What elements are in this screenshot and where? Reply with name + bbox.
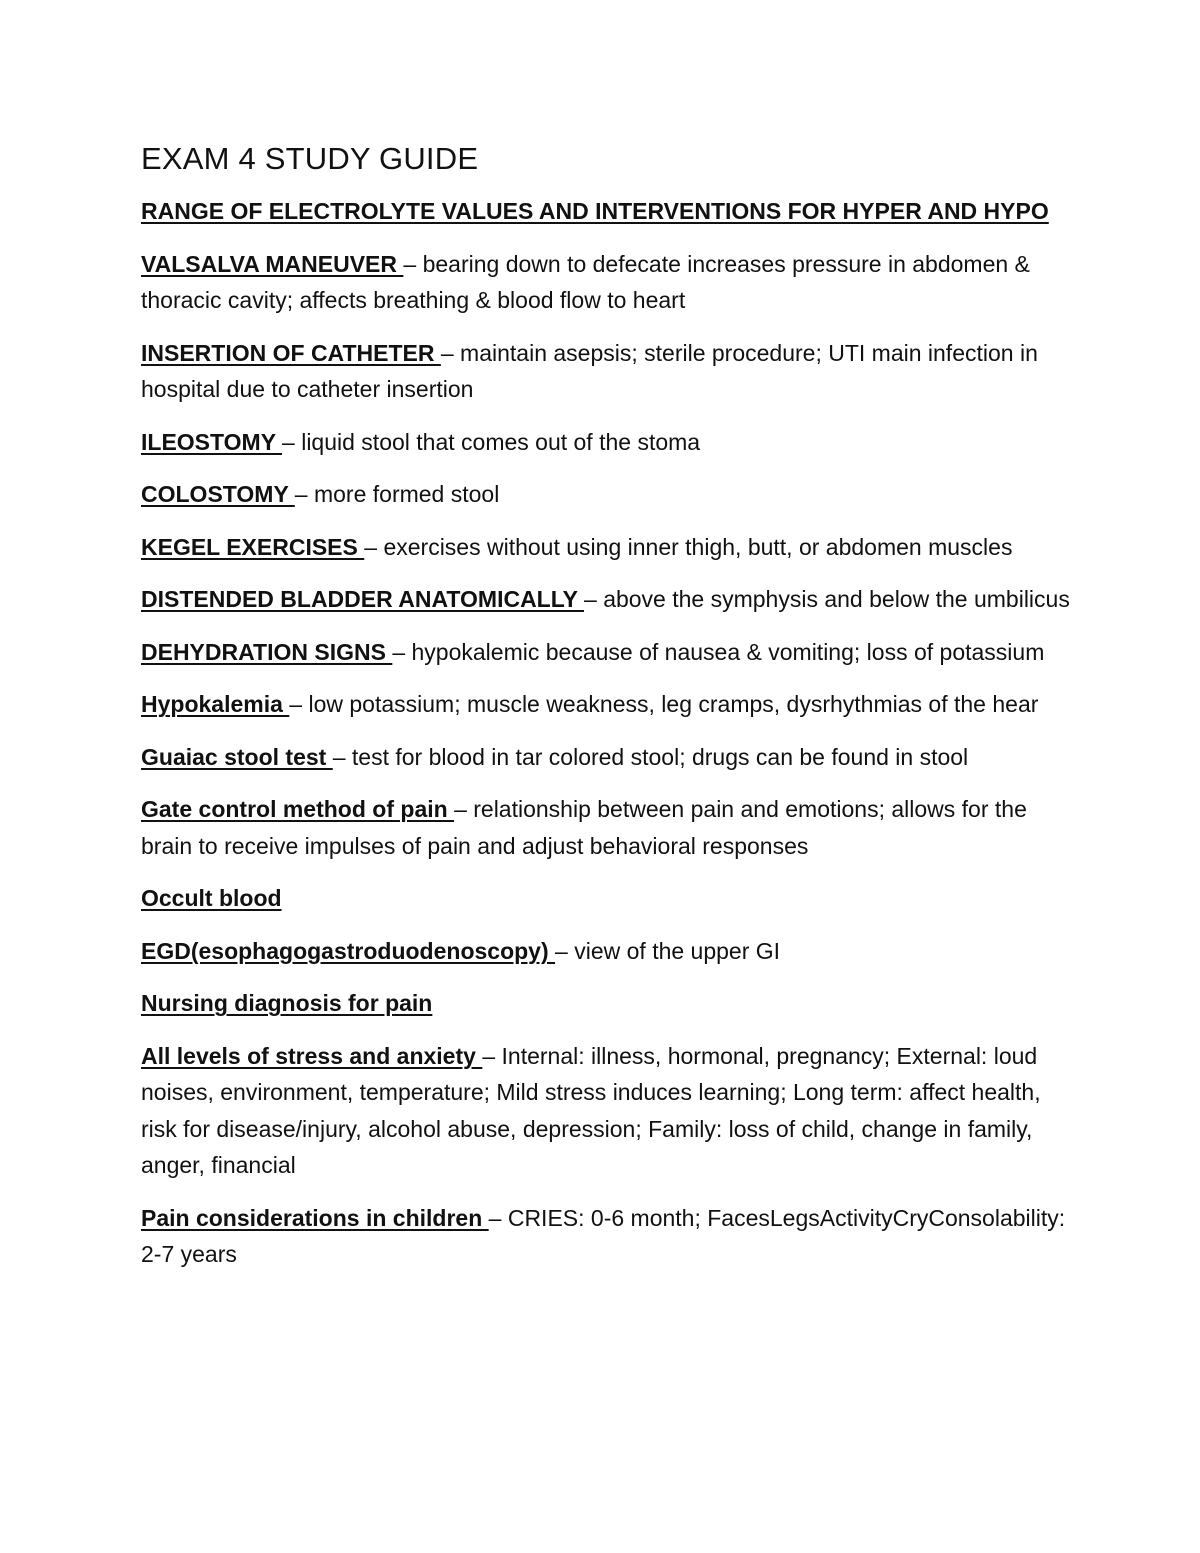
entry-term: Hypokalemia [141,691,290,718]
entry-term: EGD(esophagogastroduodenoscopy) [141,937,556,964]
entry-hypokalemia [141,686,1071,723]
entry-term: Occult blood [141,885,282,912]
entry-text: Internal: illness, hormonal, pregnancy; External: loud noises, environment, temperature; Mild stress induces learning; Long term: affect health, risk for disease/injury, alcohol abuse, depression; Family: loss of child, change in family, anger, financial [141,1042,1041,1179]
entry-text: low potassium; muscle weakness, leg cramps, dysrhythmias of the hear [308,691,1039,718]
entry-separator: – [332,743,352,770]
entry-term: RANGE OF ELECTROLYTE VALUES AND INTERVENTIONS FOR HYPER AND HYPO [141,198,1049,225]
entry-term: Guaiac stool test [141,743,333,770]
entry-separator: – [294,481,314,508]
entry-separator: – [282,428,302,455]
entry-term: VALSALVA MANEUVER [141,250,404,277]
entry-pain-children [141,1200,1071,1273]
entry-term: Pain considerations in children [141,1204,489,1231]
entry-separator: – [403,250,423,277]
entry-gate-control-method [141,791,1071,864]
entry-separator: – [454,796,474,823]
document-title: EXAM 4 STUDY GUIDE [141,141,479,176]
entry-distended-bladder [141,581,1071,618]
entry-term: INSERTION OF CATHETER [141,339,441,366]
entry-text: relationship between pain and emotions; allows for the brain to receive impulses of pain and adjust behavioral responses [141,796,1027,859]
entry-separator: – [392,638,412,665]
entry-stress-and-anxiety [141,1038,1071,1184]
entry-text: maintain asepsis; sterile procedure; UTI main infection in hospital due to catheter insertion [141,339,1038,403]
entry-occult-blood [141,880,1071,917]
entry-dehydration-signs [141,634,1071,671]
entry-separator: – [488,1204,508,1231]
entry-insertion-of-catheter [141,335,1071,408]
entry-separator: – [555,937,575,964]
entry-term: KEGEL EXERCISES [141,533,365,560]
entry-guaiac-stool-test [141,739,1071,776]
entry-text: exercises without using inner thigh, butt, or abdomen muscles [383,533,1013,560]
entry-separator: – [482,1042,502,1069]
entry-valsalva-maneuver [141,246,1071,319]
entry-electrolyte-values [141,193,1071,230]
entry-text: bearing down to defecate increases pressure in abdomen & thoracic cavity; affects breathing & blood flow to heart [141,250,1030,314]
entry-colostomy [141,476,1071,513]
entry-nursing-diagnosis-pain [141,985,1071,1022]
entry-term: All levels of stress and anxiety [141,1042,483,1069]
entry-term: Gate control method of pain [141,796,455,823]
entry-egd [141,933,1071,970]
entry-text: above the symphysis and below the umbilicus [603,586,1070,613]
entry-text: test for blood in tar colored stool; drugs can be found in stool [351,743,969,770]
entry-term: Nursing diagnosis for pain [141,990,433,1017]
entry-ileostomy [141,424,1071,461]
entry-separator: – [440,339,461,366]
entry-term: DEHYDRATION SIGNS [141,638,393,665]
entry-text: more formed stool [313,481,500,508]
entry-term: COLOSTOMY [141,481,295,508]
entry-term: ILEOSTOMY [141,428,283,455]
entry-separator: – [584,586,604,613]
document-page [141,140,1071,1289]
entry-text: hypokalemic because of nausea & vomiting; loss of potassium [411,638,1045,665]
entry-text: liquid stool that comes out of the stoma [301,428,701,455]
entry-text: view of the upper GI [574,937,781,964]
entry-text: CRIES: 0-6 month; FacesLegsActivityCryConsolability: 2-7 years [141,1204,1066,1268]
entry-kegel-exercises [141,529,1071,566]
entry-separator: – [364,533,384,560]
entry-term: DISTENDED BLADDER ANATOMICALLY [141,586,584,613]
entry-separator: – [289,691,309,718]
